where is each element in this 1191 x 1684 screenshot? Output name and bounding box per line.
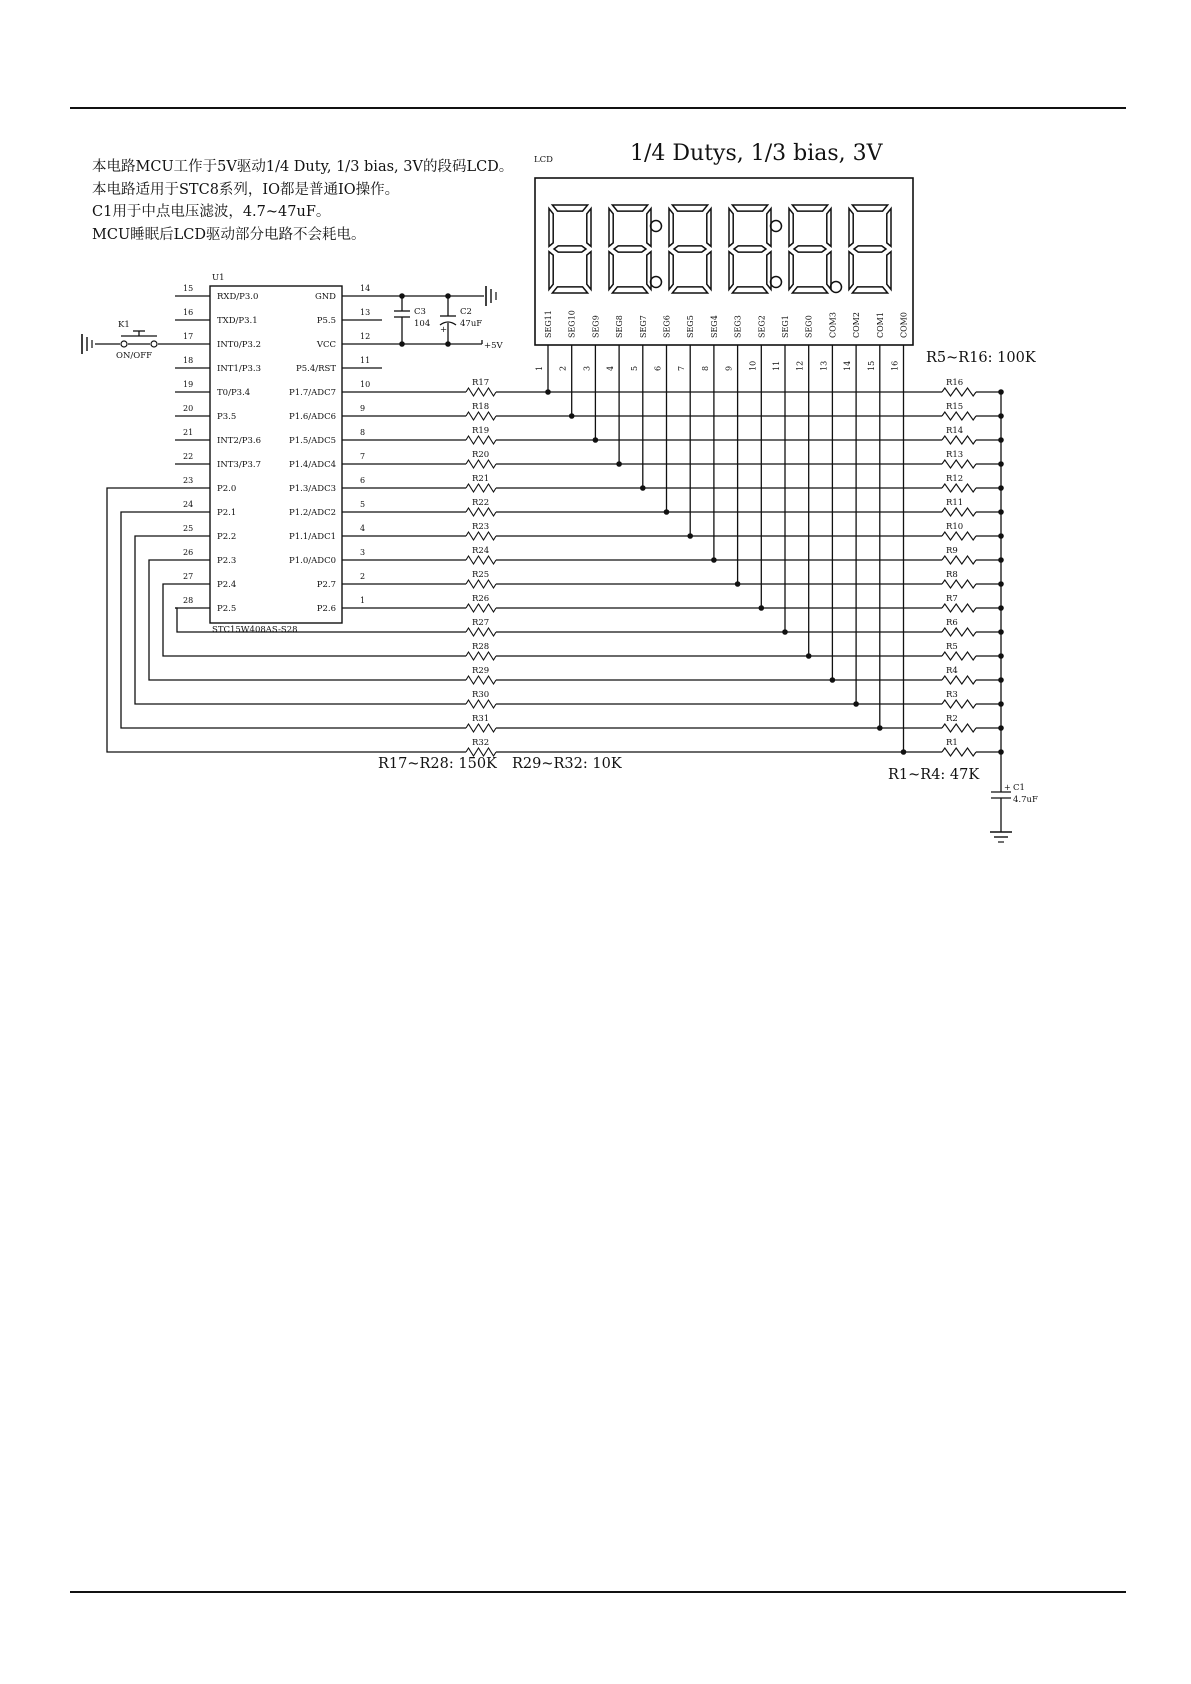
lcd-segment	[549, 209, 553, 247]
series-resistor	[466, 508, 496, 516]
lcd-pin-name: SEG9	[591, 315, 601, 338]
mcu-pin-number: 6	[360, 476, 366, 485]
bias-resistor-ref: R16	[946, 378, 964, 388]
mcu-pin-name: P1.4/ADC4	[289, 460, 336, 470]
mcu-pin-number: 25	[183, 524, 194, 533]
mcu-pin-number: 24	[183, 500, 194, 509]
mcu-pin-number: 17	[183, 332, 194, 341]
junction-dot	[711, 557, 717, 563]
series-resistor	[466, 556, 496, 564]
series-resistor	[466, 460, 496, 468]
note-line: 本电路适用于STC8系列，IO都是普通IO操作。	[92, 181, 400, 198]
series-resistor-ref: R28	[472, 642, 490, 652]
c1-value: 4.7uF	[1013, 795, 1038, 805]
lcd-pin-name: SEG0	[804, 315, 814, 338]
lcd-segment	[854, 246, 886, 252]
series-resistor-ref: R17	[472, 378, 490, 388]
lcd-pin-name: SEG3	[733, 315, 743, 338]
lcd-pin-name: COM0	[899, 312, 909, 338]
mcu-pin-number: 10	[360, 380, 371, 389]
bias-resistor	[942, 532, 976, 540]
lcd-digit	[729, 205, 771, 293]
mcu-pin-name: P1.0/ADC0	[289, 556, 336, 566]
bias-resistor	[942, 412, 976, 420]
lcd-pin-name: SEG2	[757, 315, 767, 338]
bias-resistor-ref: R5	[946, 642, 958, 652]
mcu-pin-name: P2.6	[316, 604, 336, 614]
mcu-pin-number: 18	[183, 356, 194, 365]
mcu-pin-name: P1.7/ADC7	[289, 388, 336, 398]
series-resistor-ref: R24	[472, 546, 490, 556]
mcu-pin-name: P1.1/ADC1	[289, 532, 336, 542]
lcd-segment	[614, 246, 646, 252]
series-resistor	[466, 412, 496, 420]
vcc-label: +5V	[484, 341, 503, 351]
mcu-pin-number: 20	[183, 404, 194, 413]
lcd-segment	[612, 287, 647, 293]
bias-resistor-ref: R3	[946, 690, 958, 700]
mcu-ref: U1	[212, 273, 225, 283]
bias-resistor	[942, 700, 976, 708]
mcu-pin-number: 12	[360, 332, 371, 341]
lcd-dot-segment	[771, 221, 782, 232]
p2-route-wire	[121, 512, 466, 728]
mcu-pin-name: P1.6/ADC6	[289, 412, 336, 422]
lcd-segment	[669, 252, 673, 290]
lcd-segment	[794, 246, 826, 252]
lcd-segment	[852, 287, 887, 293]
lcd-segment	[849, 252, 853, 290]
lcd-dot-segment	[831, 282, 842, 293]
mcu-pin-name: P2.0	[217, 484, 237, 494]
bias-resistor-ref: R4	[946, 666, 958, 676]
lcd-pin-name: COM2	[852, 312, 862, 338]
bias-resistor-ref: R1	[946, 738, 958, 748]
lcd-segment	[849, 209, 853, 247]
series-resistor-ref: R31	[472, 714, 490, 724]
lcd-pin-name: SEG4	[709, 315, 719, 338]
c3-ref: C3	[414, 307, 426, 317]
mcu-pin-number: 21	[183, 428, 194, 437]
mcu-pin-name: P2.3	[217, 556, 237, 566]
mcu-pin-name: INT3/P3.7	[217, 460, 261, 470]
p2-route-wire	[163, 584, 466, 656]
mcu-pin-name: INT0/P3.2	[217, 340, 261, 350]
lcd-segment	[707, 252, 711, 290]
mcu-pin-number: 8	[360, 428, 366, 437]
lcd-segment	[887, 252, 891, 290]
c2-ref: C2	[460, 307, 472, 317]
r29-r32-note: R29~R32: 10K	[512, 756, 622, 772]
mcu-pin-number: 3	[360, 548, 366, 557]
bias-resistor	[942, 556, 976, 564]
series-resistor	[466, 724, 496, 732]
bias-resistor	[942, 724, 976, 732]
bias-resistor-ref: R13	[946, 450, 964, 460]
lcd-pin-number: 12	[795, 360, 805, 371]
note-line: MCU睡眠后LCD驱动部分电路不会耗电。	[92, 226, 366, 243]
lcd-segment	[707, 209, 711, 247]
lcd-pin-number: 14	[843, 360, 853, 371]
lcd-segment	[612, 205, 647, 211]
mcu-pin-name: P2.2	[217, 532, 237, 542]
mcu-pin-number: 27	[183, 572, 194, 581]
lcd-dot-segment	[651, 221, 662, 232]
mcu-pin-number: 19	[183, 380, 194, 389]
bias-resistor	[942, 460, 976, 468]
bias-resistor-ref: R7	[946, 594, 958, 604]
lcd-pin-name: SEG10	[567, 310, 577, 338]
series-resistor-ref: R30	[472, 690, 490, 700]
series-resistor-ref: R32	[472, 738, 490, 748]
series-resistor-ref: R26	[472, 594, 490, 604]
c1-ref: C1	[1013, 783, 1025, 793]
lcd-segment	[852, 205, 887, 211]
junction-dot	[664, 509, 670, 515]
c2-value: 47uF	[460, 319, 483, 329]
lcd-pin-number: 13	[819, 360, 829, 371]
series-resistor	[466, 652, 496, 660]
mcu-pin-name: P1.2/ADC2	[289, 508, 336, 518]
bias-resistor-ref: R12	[946, 474, 964, 484]
series-resistor	[466, 748, 496, 756]
lcd-dot-segment	[771, 277, 782, 288]
lcd-segment	[729, 252, 733, 290]
lcd-segment	[887, 209, 891, 247]
mcu-pin-name: P1.3/ADC3	[289, 484, 336, 494]
mcu-part-number: STC15W408AS-S28	[212, 625, 298, 635]
bias-resistor	[942, 748, 976, 756]
lcd-segment	[587, 209, 591, 247]
lcd-segment	[734, 246, 766, 252]
bias-resistor	[942, 580, 976, 588]
lcd-pin-number: 11	[772, 360, 781, 371]
lcd-segment	[609, 209, 613, 247]
mcu-pin-number: 15	[183, 284, 194, 293]
junction-dot	[853, 701, 859, 707]
r5-r16-note: R5~R16: 100K	[926, 350, 1036, 366]
lcd-pin-number: 2	[558, 365, 568, 371]
lcd-segment	[792, 287, 827, 293]
mcu-pin-name: VCC	[316, 340, 336, 350]
mcu-pin-number: 28	[183, 596, 194, 605]
lcd-pin-number: 4	[606, 365, 616, 371]
lcd-pin-name: COM3	[828, 312, 838, 338]
lcd-digit	[549, 205, 591, 293]
series-resistor	[466, 532, 496, 540]
series-resistor	[466, 484, 496, 492]
lcd-segment	[552, 287, 587, 293]
note-line: C1用于中点电压滤波，4.7~47uF。	[92, 204, 331, 220]
lcd-pin-number: 16	[890, 360, 900, 371]
lcd-segment	[674, 246, 706, 252]
lcd-segment	[732, 205, 767, 211]
k1-contact	[151, 341, 157, 347]
lcd-dot-segment	[651, 277, 662, 288]
c3-value: 104	[414, 319, 431, 329]
mcu-pin-name: GND	[314, 292, 336, 302]
mcu-pin-name: T0/P3.4	[217, 388, 251, 398]
lcd-pin-number: 9	[724, 365, 734, 371]
mcu-pin-name: P2.1	[217, 508, 237, 518]
bias-resistor	[942, 388, 976, 396]
mcu-pin-name: TXD/P3.1	[217, 316, 258, 326]
k1-ref: K1	[118, 320, 130, 330]
series-resistor-ref: R29	[472, 666, 490, 676]
lcd-pin-number: 15	[866, 360, 876, 371]
k1-label: ON/OFF	[116, 351, 153, 361]
lcd-pin-name: SEG6	[662, 315, 672, 338]
bias-resistor	[942, 604, 976, 612]
series-resistor-ref: R23	[472, 522, 490, 532]
bias-resistor-ref: R10	[946, 522, 964, 532]
bias-resistor	[942, 508, 976, 516]
bias-resistor	[942, 676, 976, 684]
junction-dot	[616, 461, 622, 467]
note-line: 本电路MCU工作于5V驱动1/4 Duty, 1/3 bias, 3V的段码LCD。	[92, 159, 514, 175]
bias-resistor-ref: R2	[946, 714, 958, 724]
c1-polarity: +	[1004, 783, 1011, 792]
lcd-pin-number: 7	[677, 365, 687, 371]
lcd-segment	[729, 209, 733, 247]
mcu-pin-number: 23	[183, 476, 194, 485]
series-resistor	[466, 700, 496, 708]
lcd-digit	[789, 205, 831, 293]
k1-contact	[121, 341, 127, 347]
mcu-pin-number: 22	[183, 452, 194, 461]
junction-dot	[687, 533, 693, 539]
mcu-pin-number: 14	[360, 284, 371, 293]
c2-polarity: +	[440, 325, 448, 335]
mcu-pin-name: P2.4	[217, 580, 237, 590]
mcu-pin-name: INT1/P3.3	[217, 364, 261, 374]
lcd-segment	[792, 205, 827, 211]
series-resistor-ref: R19	[472, 426, 490, 436]
lcd-segment	[827, 252, 831, 290]
lcd-segment	[789, 209, 793, 247]
mcu-pin-name: P1.5/ADC5	[289, 436, 336, 446]
lcd-segment	[732, 287, 767, 293]
mcu-pin-name: P5.4/RST	[296, 364, 336, 374]
lcd-pin-name: SEG7	[638, 315, 648, 338]
junction-dot	[735, 581, 741, 587]
lcd-segment	[552, 205, 587, 211]
mcu-pin-number: 26	[183, 548, 194, 557]
lcd-title: 1/4 Dutys, 1/3 bias, 3V	[630, 141, 883, 166]
mcu-pin-name: P3.5	[217, 412, 237, 422]
mcu-body	[210, 286, 342, 623]
mcu-pin-number: 7	[360, 452, 366, 461]
lcd-pin-number: 3	[582, 365, 592, 371]
lcd-segment	[554, 246, 586, 252]
lcd-label: LCD	[534, 155, 553, 165]
lcd-segment	[669, 209, 673, 247]
lcd-digit	[849, 205, 891, 293]
mcu-pin-number: 9	[360, 404, 366, 413]
lcd-pin-name: SEG1	[781, 315, 790, 338]
lcd-pin-name: COM1	[875, 312, 885, 338]
lcd-pin-number: 1	[535, 365, 544, 371]
lcd-pin-name: SEG5	[686, 315, 696, 338]
bias-resistor-ref: R15	[946, 402, 964, 412]
r17-r28-note: R17~R28: 150K	[378, 756, 497, 772]
series-resistor-ref: R18	[472, 402, 490, 412]
p2-route-wire	[149, 560, 466, 680]
r1-r4-note: R1~R4: 47K	[888, 767, 980, 783]
lcd-pin-number: 6	[653, 365, 663, 371]
lcd-segment	[587, 252, 591, 290]
lcd-digit	[669, 205, 711, 293]
series-resistor	[466, 388, 496, 396]
series-resistor	[466, 604, 496, 612]
mcu-pin-number: 2	[360, 572, 366, 581]
junction-dot	[569, 413, 575, 419]
lcd-pin-number: 8	[700, 365, 710, 371]
lcd-digit	[609, 205, 651, 293]
bias-resistor-ref: R8	[946, 570, 958, 580]
mcu-pin-number: 5	[360, 500, 366, 509]
junction-dot	[901, 749, 907, 755]
series-resistor-ref: R20	[472, 450, 490, 460]
lcd-segment	[789, 252, 793, 290]
series-resistor	[466, 676, 496, 684]
bias-resistor-ref: R6	[946, 618, 958, 628]
junction-dot	[593, 437, 599, 443]
junction-dot	[759, 605, 765, 611]
mcu-pin-name: P2.7	[316, 580, 336, 590]
junction-dot	[830, 677, 836, 683]
lcd-pin-name: SEG11	[544, 310, 553, 338]
mcu-pin-number: 1	[360, 596, 366, 605]
bias-resistor	[942, 652, 976, 660]
p2-route-wire	[107, 488, 466, 752]
series-resistor-ref: R25	[472, 570, 490, 580]
mcu-pin-number: 11	[360, 356, 371, 365]
series-resistor	[466, 580, 496, 588]
lcd-pin-number: 10	[748, 360, 758, 371]
bias-resistor-ref: R9	[946, 546, 958, 556]
junction-dot	[640, 485, 646, 491]
bias-resistor-ref: R14	[946, 426, 964, 436]
mcu-pin-number: 4	[360, 524, 366, 533]
mcu-pin-name: INT2/P3.6	[217, 436, 261, 446]
lcd-segment	[672, 287, 707, 293]
lcd-segment	[827, 209, 831, 247]
series-resistor	[466, 436, 496, 444]
junction-dot	[782, 629, 788, 635]
bias-resistor	[942, 628, 976, 636]
mcu-pin-name: P5.5	[316, 316, 336, 326]
mcu-pin-name: P2.5	[217, 604, 237, 614]
lcd-pin-name: SEG8	[615, 315, 625, 338]
lcd-segment	[672, 205, 707, 211]
series-resistor-ref: R21	[472, 474, 490, 484]
bias-resistor-ref: R11	[946, 498, 964, 508]
mcu-pin-name: RXD/P3.0	[217, 292, 259, 302]
bias-resistor	[942, 436, 976, 444]
series-resistor-ref: R22	[472, 498, 490, 508]
series-resistor	[466, 628, 496, 636]
series-resistor-ref: R27	[472, 618, 490, 628]
mcu-pin-number: 16	[183, 308, 194, 317]
bias-resistor	[942, 484, 976, 492]
junction-dot	[877, 725, 883, 731]
lcd-segment	[549, 252, 553, 290]
junction-dot	[806, 653, 812, 659]
lcd-pin-number: 5	[629, 365, 639, 371]
junction-dot	[545, 389, 551, 395]
mcu-pin-number: 13	[360, 308, 371, 317]
lcd-segment	[609, 252, 613, 290]
